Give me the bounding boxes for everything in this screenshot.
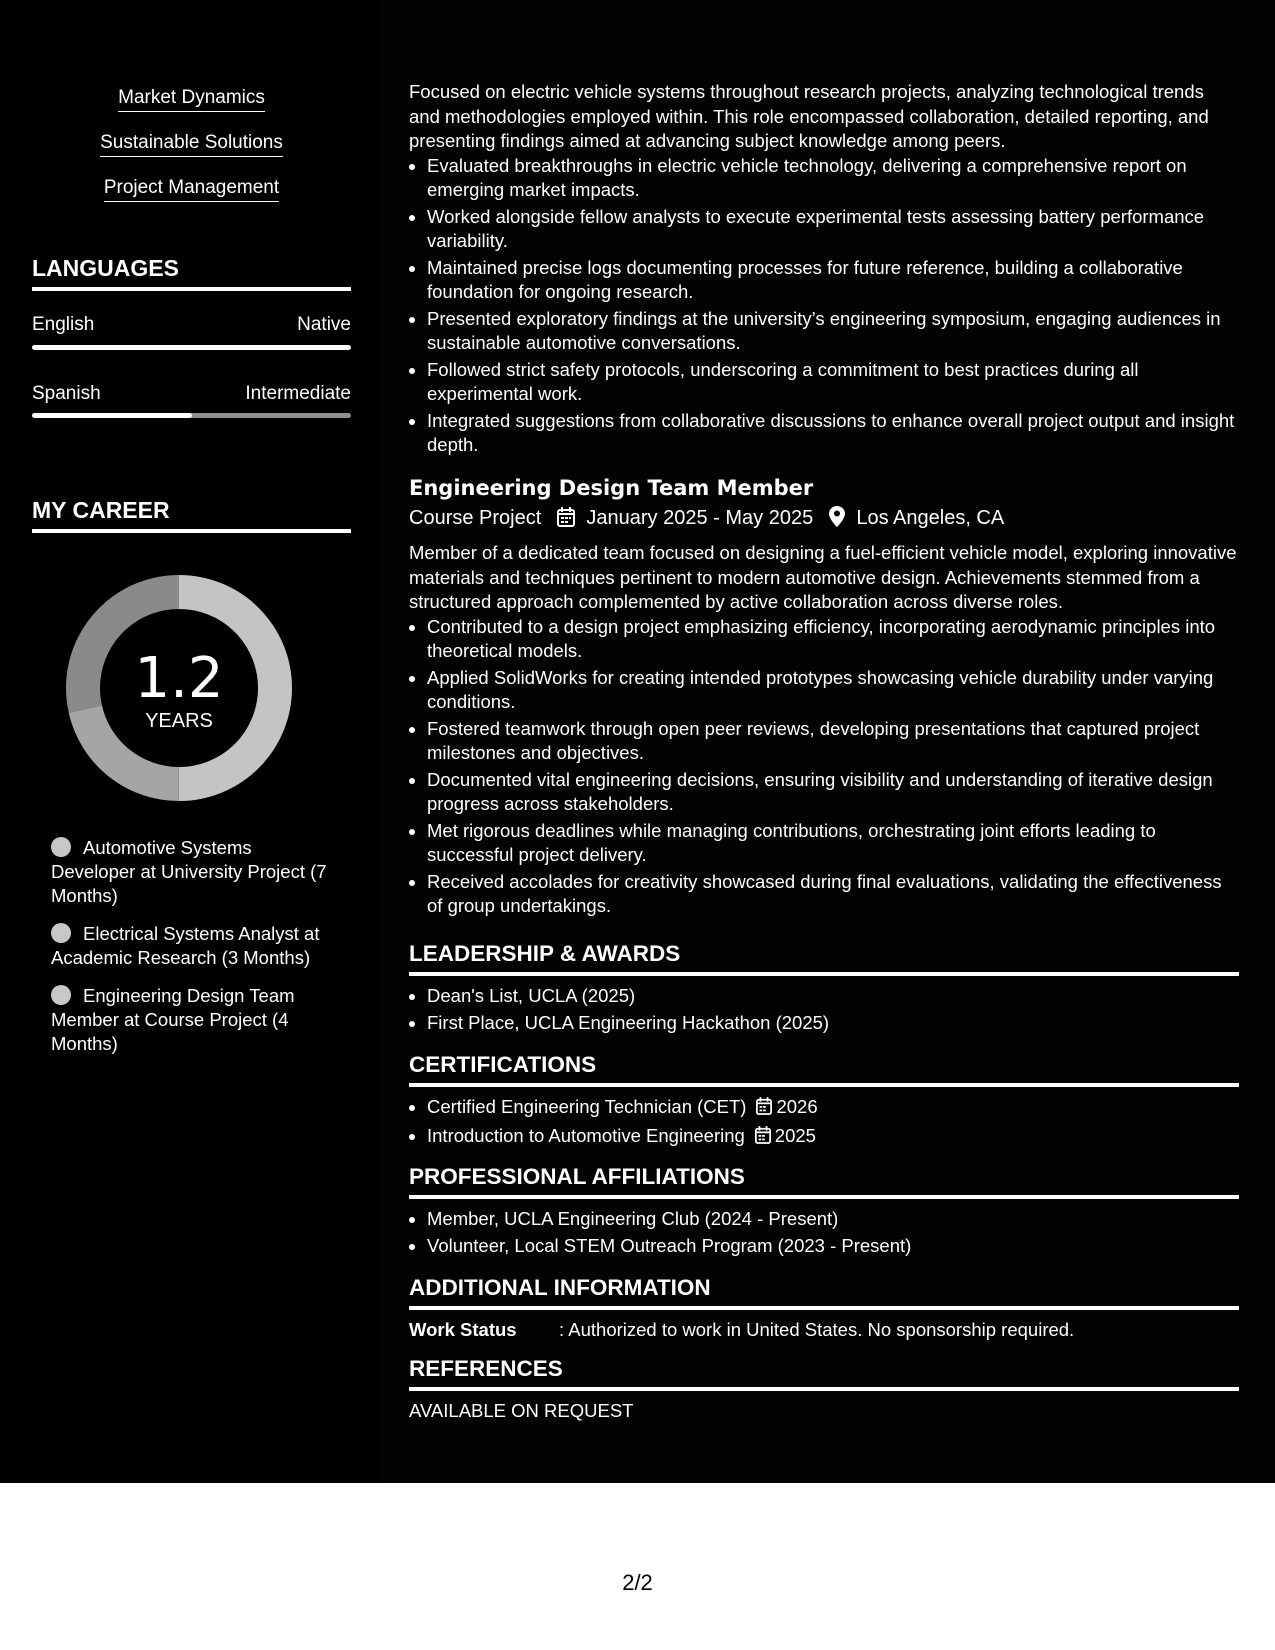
affiliation-item: • Member, UCLA Engineering Club (2024 - Present) (427, 1207, 1239, 1232)
language-proficiency-bar (32, 345, 351, 350)
bullet-item: • Maintained precise logs documenting processes for future reference, building a collaborative foundation for ongoing research. (427, 256, 1239, 305)
role-location: Los Angeles, CA (856, 507, 1005, 529)
bullet-item: • Contributed to a design project emphasizing efficiency, incorporating aerodynamic principles into theoretical models. (427, 615, 1239, 664)
bullet-dot-icon (51, 923, 71, 943)
calendar-icon (756, 1097, 772, 1122)
experience-summary: Focused on electric vehicle systems throughout research projects, analyzing technological trends and methodologies employed within. This role encompassed collaboration, detailed reporting, and presenting findings aimed at advancing subject knowledge among peers. (409, 81, 1209, 151)
affiliation-item: • Volunteer, Local STEM Outreach Program (2023 - Present) (427, 1234, 1239, 1259)
role-dates: January 2025 - May 2025 (586, 507, 814, 529)
bullet-item: • Evaluated breakthroughs in electric vehicle technology, delivering a comprehensive report on emerging market impacts. (427, 154, 1239, 203)
sidebar (0, 0, 378, 1483)
language-name: Spanish (32, 383, 101, 404)
leadership-list (409, 984, 1239, 1035)
certification-year: 2026 (776, 1096, 818, 1117)
work-status-row (409, 1318, 1239, 1343)
language-name: English (32, 314, 95, 335)
bullet-item: • Presented exploratory findings at the university’s engineering symposium, engaging audiences in sustainable automotive conversations. (427, 307, 1239, 356)
certification-item (427, 1095, 1239, 1122)
certification-year: 2025 (774, 1124, 816, 1146)
role-title: Engineering Design Team Member (409, 476, 814, 500)
bullet-item: • Followed strict safety protocols, underscoring a commitment to best practices during all experimental work. (427, 358, 1239, 407)
references-section (409, 1355, 1239, 1424)
career-total-unit: YEARS (145, 710, 213, 732)
calendar-icon (557, 507, 575, 535)
certifications-list (409, 1095, 1239, 1150)
career-total-value: 1.2 (134, 646, 224, 711)
affiliations-section (409, 1163, 1239, 1260)
affiliations-list (409, 1207, 1239, 1258)
work-status-value: : Authorized to work in United States. No sponsorship required. (559, 1319, 1075, 1340)
bullet-item: • Fostered teamwork through open peer reviews, developing presentations that captured project milestones and objectives. (427, 717, 1239, 766)
language-proficiency-fill (32, 345, 351, 350)
experience-summary: Member of a dedicated team focused on designing a fuel-efficient vehicle model, exploring innovative materials and techniques pertinent to modern automotive design. Achievements stemmed from a structured approach complemented by active collaboration across diverse roles. (409, 542, 1237, 612)
certification-name: Certified Engineering Technician (CET) (427, 1096, 747, 1117)
role-meta (409, 504, 1239, 535)
page-number: 2/2 (622, 1570, 653, 1595)
award-item: • Dean's List, UCLA (2025) (427, 984, 1239, 1009)
language-level: Native (297, 314, 351, 335)
experience-entry (409, 474, 1239, 921)
bullet-item: • Documented vital engineering decisions, ensuring visibility and understanding of iterative design progress across stakeholders. (427, 768, 1239, 817)
experience-bullets (409, 615, 1239, 919)
bullet-item: • Integrated suggestions from collaborative discussions to enhance overall project output and insight depth. (427, 409, 1239, 458)
bullet-item: • Worked alongside fellow analysts to execute experimental tests assessing battery performance variability. (427, 205, 1239, 254)
bullet-dot-icon (51, 985, 71, 1005)
career-duration-ring (66, 575, 292, 801)
bullet-item: • Applied SolidWorks for creating intended prototypes showcasing vehicle durability under varying conditions. (427, 666, 1239, 715)
leadership-section (409, 940, 1239, 1037)
language-proficiency-fill (32, 413, 192, 418)
certifications-section (409, 1051, 1239, 1152)
map-pin-icon (829, 506, 845, 535)
language-row (32, 313, 351, 337)
experience-bullets (409, 154, 1239, 458)
bullet-item: • Met rigorous deadlines while managing contributions, orchestrating joint efforts leading to successful project delivery. (427, 819, 1239, 868)
section-heading: ADDITIONAL INFORMATION (409, 1274, 1239, 1310)
career-list (51, 836, 331, 1070)
section-heading: CERTIFICATIONS (409, 1051, 1239, 1087)
bullet-dot-icon (51, 837, 71, 857)
calendar-icon (755, 1126, 771, 1151)
language-proficiency-bar (32, 413, 351, 418)
skill-item: Sustainable Solutions (32, 131, 351, 157)
career-item: Automotive Systems Developer at University Project (7 Months) (51, 837, 327, 906)
bullet-item: • Received accolades for creativity showcased during final evaluations, validating the effectiveness of group undertakings. (427, 870, 1239, 919)
certification-name: Introduction to Automotive Engineering (427, 1124, 745, 1146)
language-row (32, 382, 351, 406)
languages-heading: LANGUAGES (32, 254, 351, 291)
skill-item: Market Dynamics (32, 86, 351, 112)
section-heading: LEADERSHIP & AWARDS (409, 940, 1239, 976)
references-text: AVAILABLE ON REQUEST (409, 1400, 634, 1421)
additional-info-section (409, 1274, 1239, 1343)
certification-item (427, 1124, 1239, 1151)
section-heading: REFERENCES (409, 1355, 1239, 1391)
career-item: Electrical Systems Analyst at Academic Research (3 Months) (51, 923, 320, 968)
role-organization: Course Project (409, 507, 542, 529)
award-item: • First Place, UCLA Engineering Hackathon (2025) (427, 1011, 1239, 1036)
section-heading: PROFESSIONAL AFFILIATIONS (409, 1163, 1239, 1199)
work-status-label: Work Status (409, 1319, 517, 1340)
career-item: Engineering Design Team Member at Course Project (4 Months) (51, 985, 295, 1054)
career-heading: MY CAREER (32, 496, 351, 533)
experience-entry (409, 80, 1239, 460)
skill-item: Project Management (32, 176, 351, 202)
language-level: Intermediate (245, 383, 351, 404)
skills-list (32, 86, 351, 221)
